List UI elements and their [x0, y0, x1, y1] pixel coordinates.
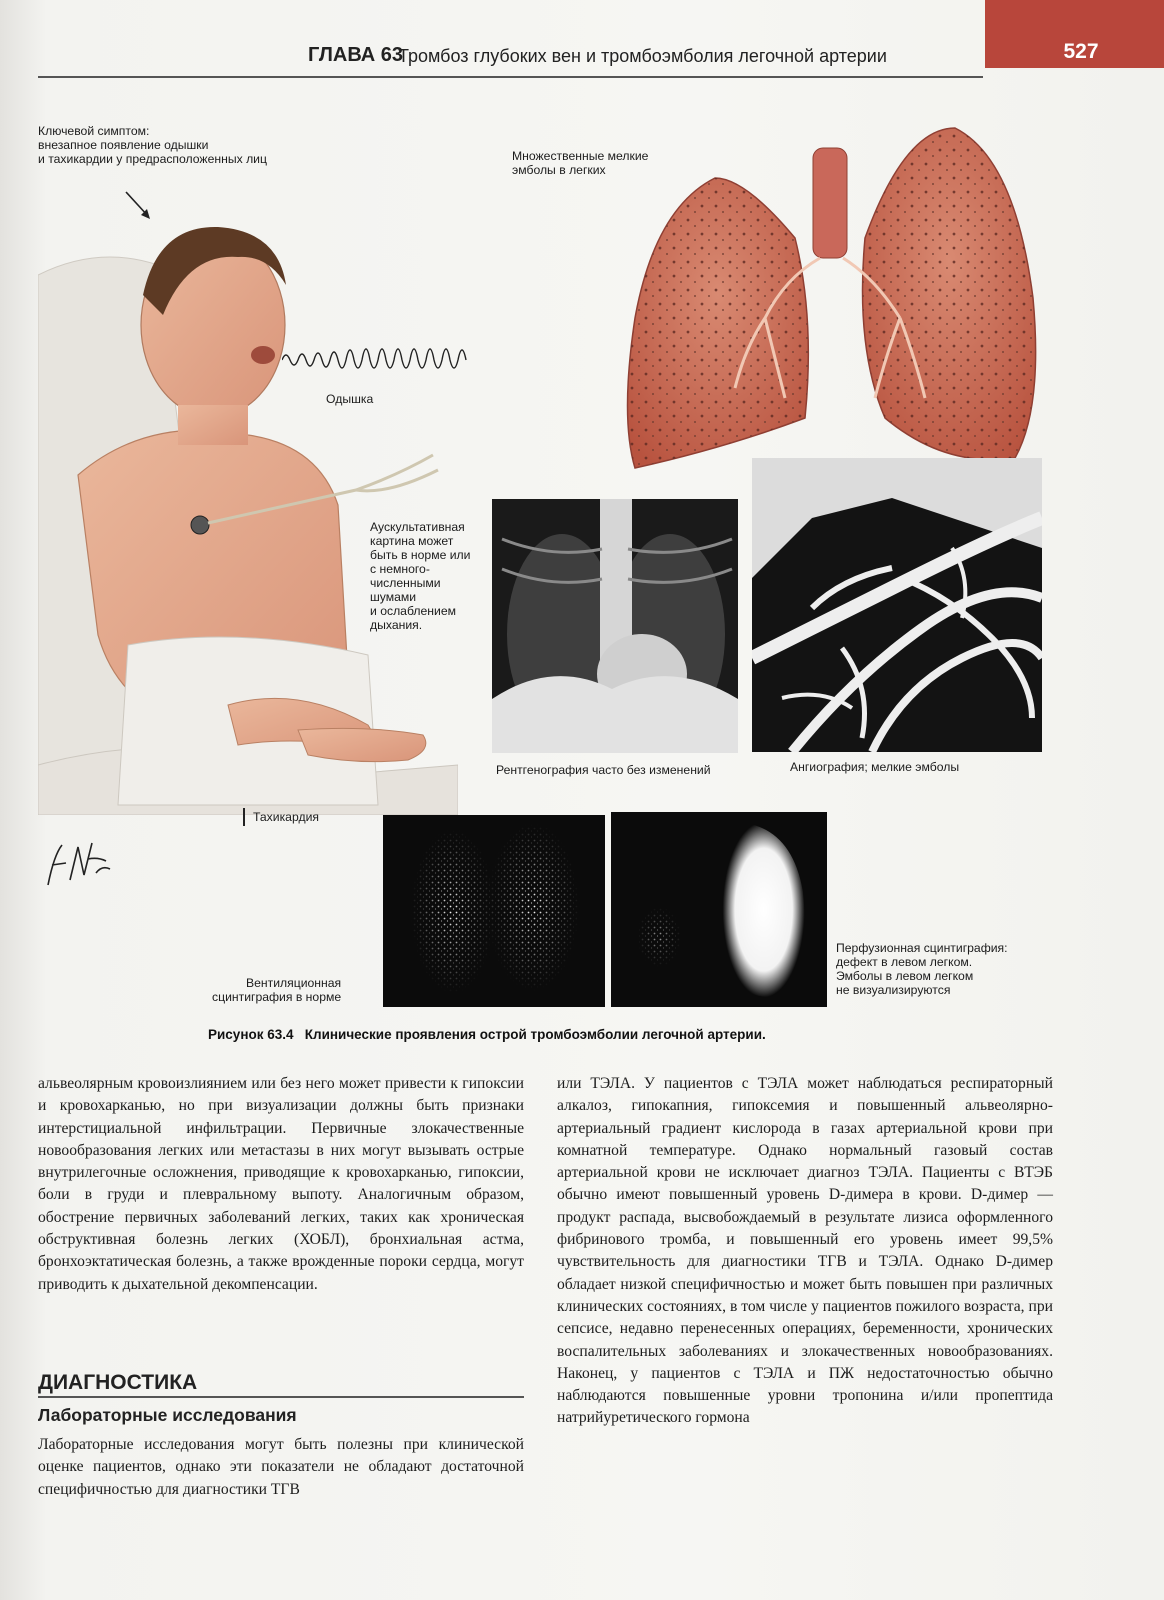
running-header: [38, 40, 1138, 80]
tachycardia-tick: [243, 808, 245, 826]
figure-caption: [208, 1027, 766, 1042]
lungs-illustration: [615, 118, 1045, 478]
ventilation-label: Вентиляционная сцинтиграфия в норме: [212, 976, 342, 1004]
dyspnea-wave-icon: [282, 336, 472, 378]
caption-text: Клинические проявления острой тромбоэмболии легочной артерии.: [304, 1027, 766, 1042]
chapter-title: Тромбоз глубоких вен и тромбоэмболия легочной артерии: [398, 46, 887, 66]
patient-illustration: [38, 205, 458, 815]
left-column-para2: Лабораторные исследования могут быть полезны при клинической оценке пациентов, однако эти показатели не обладают достаточной специфичностью для диагностики ТГВ: [38, 1436, 524, 1498]
dyspnea-label: Одышка: [326, 392, 374, 406]
subsection-heading: Лабораторные исследования: [38, 1405, 297, 1425]
artist-signature: [40, 835, 120, 895]
right-column-para: или ТЭЛА. У пациентов с ТЭЛА может наблюдаться респираторный алкалоз, гипокапния, гипоксемия и повышенный альвеолярно-артериальный градиент кислорода в газах артериальной крови при комнатной температуре. Однако нормальный газовый состав артериальной крови не исключает диагноз ТЭЛА. Пациенты с ВТЭБ обычно имеют повышенный уровень D-димера в крови. D-димер — продукт распада, высвобождаемый в результате лизиса оформленного фибринового тромба, и повышенный его уровень имеет 99,5% чувствительность для диагностики ТГВ и ТЭЛА. Однако D-димер обладает низкой специфичностью и может быть повышен при различных клинических состояниях, в том числе у пациентов пожилого возраста, при сепсисе, недавно перенесенных операциях, беременности, хронических воспалительных заболеваниях и злокачественных новообразованиях. Наконец, у пациентов с ТЭЛА и ПЖ недостаточностью обычно наблюдаются повышенные уровни тропонина и/или пропептида натрийуретического гормона: [557, 1075, 1053, 1427]
chapter-number: ГЛАВА 63: [308, 44, 404, 66]
key-symptom-label: Ключевой симптом: внезапное появление одышки и тахикардии у предрасположенных лиц: [38, 124, 267, 166]
xray-label: Рентгенография часто без изменений: [496, 763, 711, 777]
ventilation-scan-image: [383, 815, 605, 1007]
tachycardia-label: Тахикардия: [253, 810, 319, 824]
page-number: 527: [1063, 40, 1099, 63]
angiography-image: [752, 458, 1042, 752]
angiography-label: Ангиография; мелкие эмболы: [790, 760, 960, 774]
perfusion-scan-image: [611, 812, 827, 1007]
perfusion-label: Перфузионная сцинтиграфия: дефект в левом легком. Эмболы в левом легком не визуализируются: [836, 941, 1008, 997]
header-rule: [38, 76, 983, 78]
section-heading: ДИАГНОСТИКА: [38, 1371, 198, 1394]
left-column-para1: альвеолярным кровоизлиянием или без него может привести к гипоксии и кровохарканью, но при визуализации должны быть признаки интерстициальной инфильтрации. Первичные злокачественные новообразования легких или метастазы в них могут вызывать острые внутрилегочные осложнения, приводящие к кровохарканью, гипоксии, боли в груди и плевральному выпоту. Аналогичным образом, обострение первичных заболеваний легких, таких как хроническая обструктивная болезнь легких (ХОБЛ), бронхиальная астма, бронхоэктатическая болезнь, а также врожденные пороки сердца, могут приводить к дыхательной декомпенсации.: [38, 1075, 524, 1293]
caption-number: Рисунок 63.4: [208, 1027, 294, 1042]
section-rule: [38, 1396, 524, 1398]
chest-xray-image: [492, 499, 738, 753]
lungs-label: Множественные мелкие эмболы в легких: [512, 149, 649, 177]
auscultation-label: Аускультативная картина может быть в норме или с немного- численными шумами и ослаблением дыхания.: [370, 520, 471, 632]
